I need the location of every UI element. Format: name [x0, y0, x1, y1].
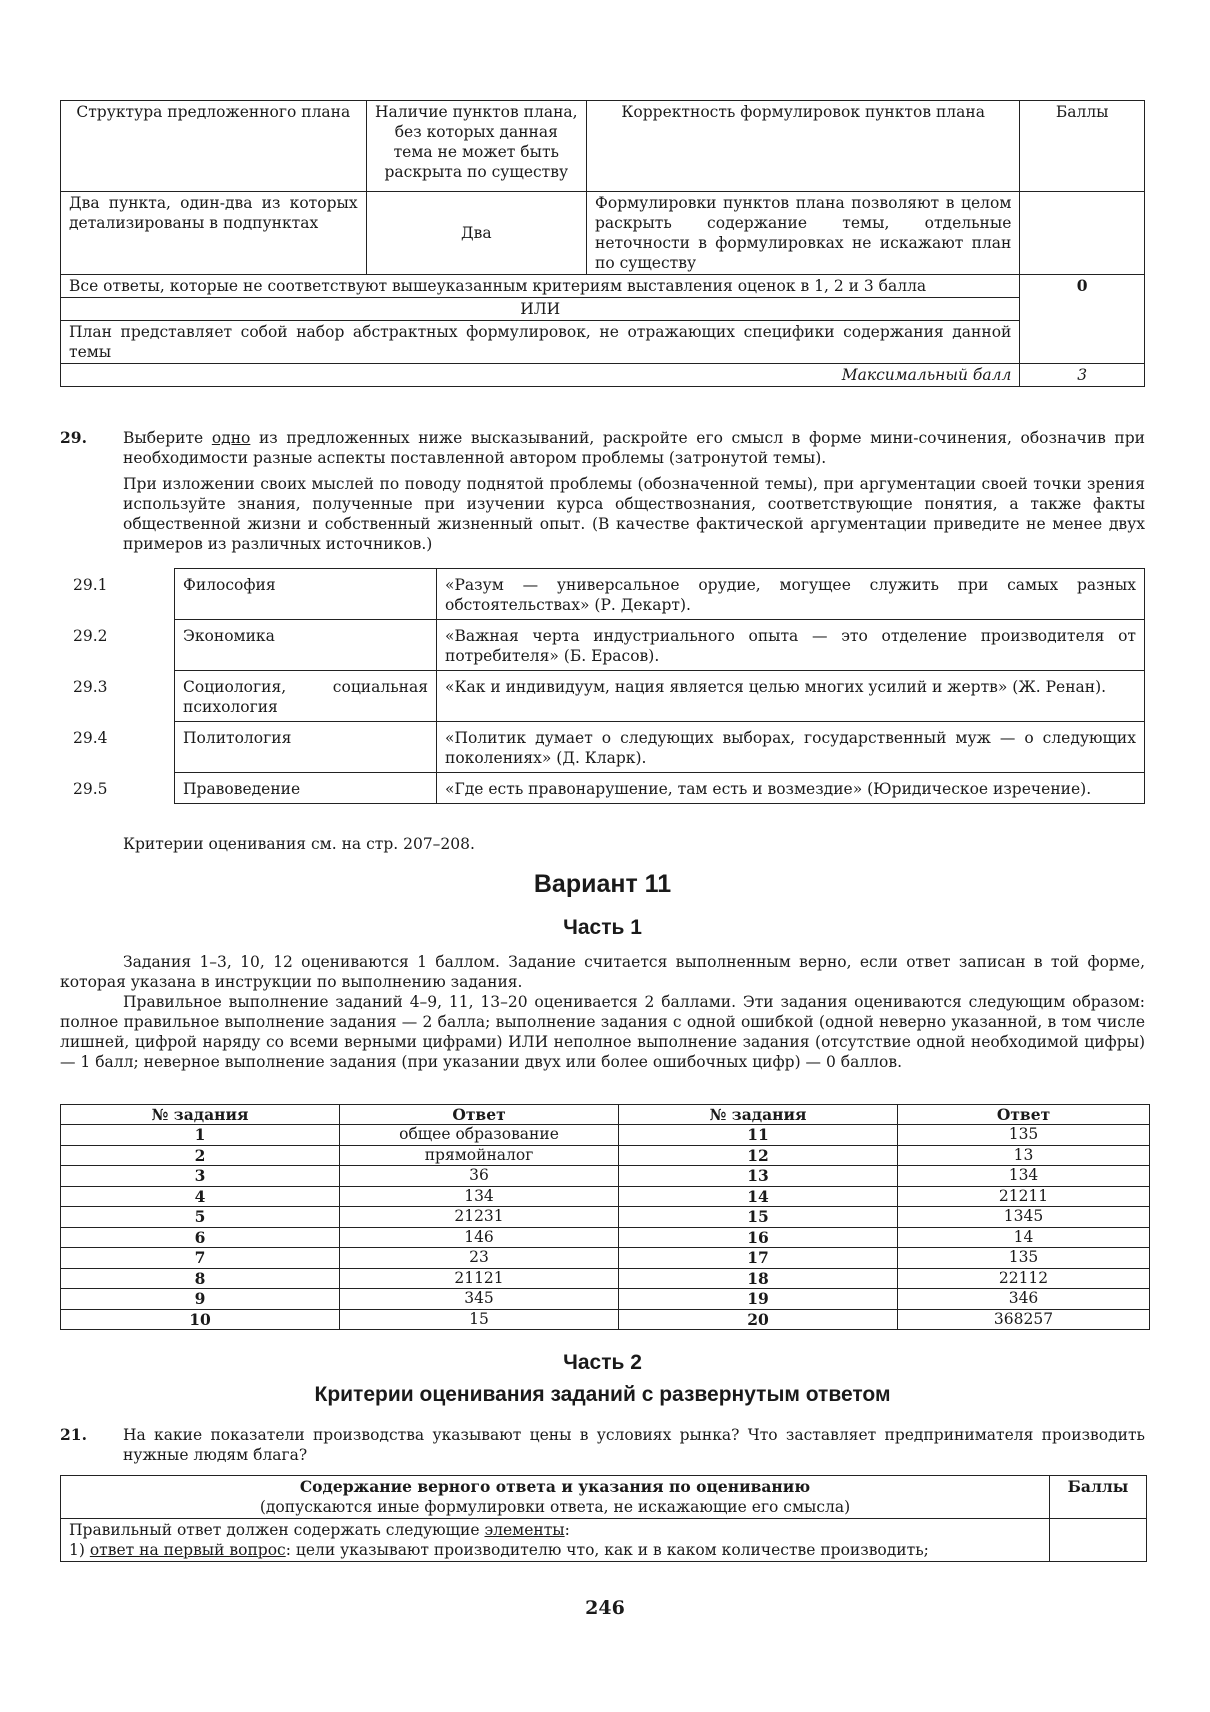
intro-paragraph-2: Правильное выполнение заданий 4–9, 11, 13–20 оценивается 2 баллами. Эти задания оцениваются следующим образом: полное правильное выполнение задания — 2 балла; выполнение задания с одной ошибкой (одной неверно указанной, в том числе лишней, цифрой наряду со всеми верными цифрами) ИЛИ неполное выполнение задания (отсутствие одной необходимой цифры) — 1 балл; неверное выполнение задания (при указании двух или более ошибочных цифр) — 0 баллов.: [60, 993, 1145, 1071]
task-paragraph: При изложении своих мыслей по поводу поднятой проблемы (обозначенной темы), при аргументации своей точки зрения используйте знания, полученные при изучении курса обществознания, соответствующие понятия, а также факты общественной жизни и собственный жизненный опыт. (В качестве фактической аргументации приведите не менее двух примеров из различных источников.): [123, 475, 1145, 553]
part2-title: Часть 2: [563, 1351, 642, 1374]
option-number: 29.3: [73, 677, 108, 696]
option-number: 29.2: [73, 626, 108, 645]
max-score-value: 3: [1020, 364, 1145, 387]
answer: 22112: [898, 1268, 1150, 1289]
answer: 368257: [898, 1309, 1150, 1330]
option-number: 29.4: [73, 728, 108, 747]
item-emphasis: ответ на первый вопрос: [89, 1541, 286, 1559]
instruction-emphasis: одно: [211, 429, 251, 447]
task-number: 19: [619, 1289, 898, 1310]
table-row: [61, 1186, 1150, 1207]
task-21: [60, 1425, 1145, 1465]
row-score: [1020, 192, 1145, 275]
task-number: 11: [619, 1125, 898, 1146]
item-prefix: 1): [69, 1541, 90, 1559]
elements-suffix: :: [564, 1521, 570, 1539]
task-body: [123, 428, 1145, 554]
option-topic: Философия: [175, 569, 437, 620]
table-header-row: [61, 101, 1145, 192]
task-number: 12: [619, 1145, 898, 1166]
answer: 134: [340, 1186, 619, 1207]
table-row: [61, 1227, 1150, 1248]
row-structure: Два пункта, один-два из которых детализированы в подпунктах: [61, 192, 367, 275]
option-row: [60, 620, 1145, 671]
col-answer-2: Ответ: [898, 1105, 1150, 1125]
answer: 135: [898, 1248, 1150, 1269]
answer: 134: [898, 1166, 1150, 1187]
task-number: 16: [619, 1227, 898, 1248]
option-row: [60, 722, 1145, 773]
header-line-2: (допускаются иные формулировки ответа, не искажающие его смысла): [259, 1498, 851, 1516]
task-number: 1: [61, 1125, 340, 1146]
table-row: [61, 1207, 1150, 1228]
task-29: [60, 428, 1145, 560]
intro-paragraph-1: Задания 1–3, 10, 12 оцениваются 1 баллом. Задание считается выполненным верно, если ответ записан в той форме, которая указана в инструкции по выполнению задания.: [60, 953, 1145, 991]
task-number: 3: [61, 1166, 340, 1187]
variant-title: Вариант 11: [533, 870, 672, 898]
table-row: [61, 1309, 1150, 1330]
option-quote: «Политик думает о следующих выборах, государственный муж — о следующих поколениях» (Д. Кларк).: [437, 722, 1145, 773]
answer: 345: [340, 1289, 619, 1310]
task-number: 18: [619, 1268, 898, 1289]
header-content: [61, 1476, 1050, 1519]
table-row: [61, 1248, 1150, 1269]
table-row: [61, 1289, 1150, 1310]
col-task-1: № задания: [61, 1105, 340, 1125]
answer: 21211: [898, 1186, 1150, 1207]
option-topic: Политология: [175, 722, 437, 773]
zero-score: 0: [1020, 275, 1145, 364]
task-number: 29.: [60, 428, 87, 447]
table-row: [61, 364, 1145, 387]
option-quote: «Где есть правонарушение, там есть и возмездие» (Юридическое изречение).: [437, 773, 1145, 804]
table-row: [61, 275, 1145, 298]
table-header-row: [61, 1476, 1147, 1519]
table-row: [61, 321, 1145, 364]
task-number: 2: [61, 1145, 340, 1166]
row-presence: Два: [366, 192, 586, 275]
task-number: 21.: [60, 1425, 87, 1444]
header-score: Баллы: [1020, 101, 1145, 192]
item-text: : цели указывают производителю что, как и в каком количестве производить;: [285, 1541, 929, 1559]
task-number: 10: [61, 1309, 340, 1330]
answer: 346: [898, 1289, 1150, 1310]
answer: 21231: [340, 1207, 619, 1228]
answer: 14: [898, 1227, 1150, 1248]
option-row: [60, 569, 1145, 620]
part1-title: Часть 1: [563, 916, 642, 939]
table-row: [61, 1268, 1150, 1289]
elements-intro: [69, 1520, 1041, 1540]
answer: 146: [340, 1227, 619, 1248]
col-answer-1: Ответ: [340, 1105, 619, 1125]
task-number: 8: [61, 1268, 340, 1289]
option-row: [60, 773, 1145, 804]
option-number: 29.1: [73, 575, 108, 594]
task-number: 6: [61, 1227, 340, 1248]
task-number: 5: [61, 1207, 340, 1228]
answer: 1345: [898, 1207, 1150, 1228]
option-quote: «Как и индивидуум, нация является целью многих усилий и жертв» (Ж. Ренан).: [437, 671, 1145, 722]
task-number: 13: [619, 1166, 898, 1187]
answer: 15: [340, 1309, 619, 1330]
instruction-prefix: Выберите: [123, 429, 212, 447]
answer: 135: [898, 1125, 1150, 1146]
col-task-2: № задания: [619, 1105, 898, 1125]
answer-score: [1050, 1519, 1147, 1562]
option-quote: «Разум — универсальное орудие, могущее служить при самых разных обстоятельствах» (Р. Декарт).: [437, 569, 1145, 620]
zero-criteria-text: Все ответы, которые не соответствуют вышеуказанным критериям выставления оценок в 1, 2 и 3 балла: [61, 275, 1020, 298]
instruction-rest: из предложенных ниже высказываний, раскройте его смысл в форме мини-сочинения, обозначив при необходимости разные аспекты поставленной автором проблемы (затронутой темы).: [123, 429, 1145, 467]
header-score: Баллы: [1050, 1476, 1147, 1519]
answer: прямойналог: [340, 1145, 619, 1166]
part2-subtitle: Критерии оценивания заданий с развернутым ответом: [314, 1383, 891, 1406]
table-row: [61, 192, 1145, 275]
answers-header-row: [61, 1105, 1150, 1125]
option-topic: Правоведение: [175, 773, 437, 804]
task-number: 4: [61, 1186, 340, 1207]
answer: 23: [340, 1248, 619, 1269]
or-label: ИЛИ: [61, 298, 1020, 321]
table-row: [61, 298, 1145, 321]
table-row: [61, 1519, 1147, 1562]
table-row: [61, 1166, 1150, 1187]
option-row: [60, 671, 1145, 722]
table-row: [61, 1145, 1150, 1166]
task-number: 15: [619, 1207, 898, 1228]
option-topic: Экономика: [175, 620, 437, 671]
header-structure: Структура предложенного плана: [61, 101, 367, 192]
answer: 13: [898, 1145, 1150, 1166]
elements-emphasis: элементы: [484, 1521, 565, 1539]
task-number: 17: [619, 1248, 898, 1269]
task-number: 14: [619, 1186, 898, 1207]
elements-intro-prefix: Правильный ответ должен содержать следующие: [69, 1521, 485, 1539]
answer: 21121: [340, 1268, 619, 1289]
task-29-options-table: [60, 568, 1145, 804]
answer: 36: [340, 1166, 619, 1187]
task-instruction: [123, 428, 1145, 468]
answer: общее образование: [340, 1125, 619, 1146]
answer-content: [61, 1519, 1050, 1562]
answers-table: [60, 1104, 1150, 1330]
part1-intro: [60, 952, 1145, 1072]
criteria-reference: Критерии оценивания см. на стр. 207–208.: [123, 835, 475, 853]
abstract-criteria-text: План представляет собой набор абстрактных формулировок, не отражающих специфики содержания данной темы: [61, 321, 1020, 364]
task-21-criteria-table: [60, 1475, 1147, 1562]
table-row: [61, 1125, 1150, 1146]
answer-item-1: [69, 1540, 1041, 1560]
header-line-1: Содержание верного ответа и указания по оцениванию: [299, 1477, 811, 1496]
task-question: На какие показатели производства указывают цены в условиях рынка? Что заставляет предпринимателя производить нужные людям блага?: [123, 1426, 1145, 1464]
task-number: 7: [61, 1248, 340, 1269]
row-correctness: Формулировки пунктов плана позволяют в целом раскрыть содержание темы, отдельные неточности в формулировках не искажают план по существу: [587, 192, 1020, 275]
header-correctness: Корректность формулировок пунктов плана: [587, 101, 1020, 192]
option-topic: Социология, социальная психология: [175, 671, 437, 722]
task-number: 20: [619, 1309, 898, 1330]
option-quote: «Важная черта индустриального опыта — это отделение производителя от потребителя» (Б. Ерасов).: [437, 620, 1145, 671]
header-presence: Наличие пунктов плана, без которых данная тема не может быть раскрыта по существу: [366, 101, 586, 192]
page-number: 246: [585, 1597, 625, 1619]
option-number: 29.5: [73, 779, 108, 798]
max-score-label: Максимальный балл: [61, 364, 1020, 387]
plan-criteria-table: [60, 100, 1145, 387]
task-number: 9: [61, 1289, 340, 1310]
